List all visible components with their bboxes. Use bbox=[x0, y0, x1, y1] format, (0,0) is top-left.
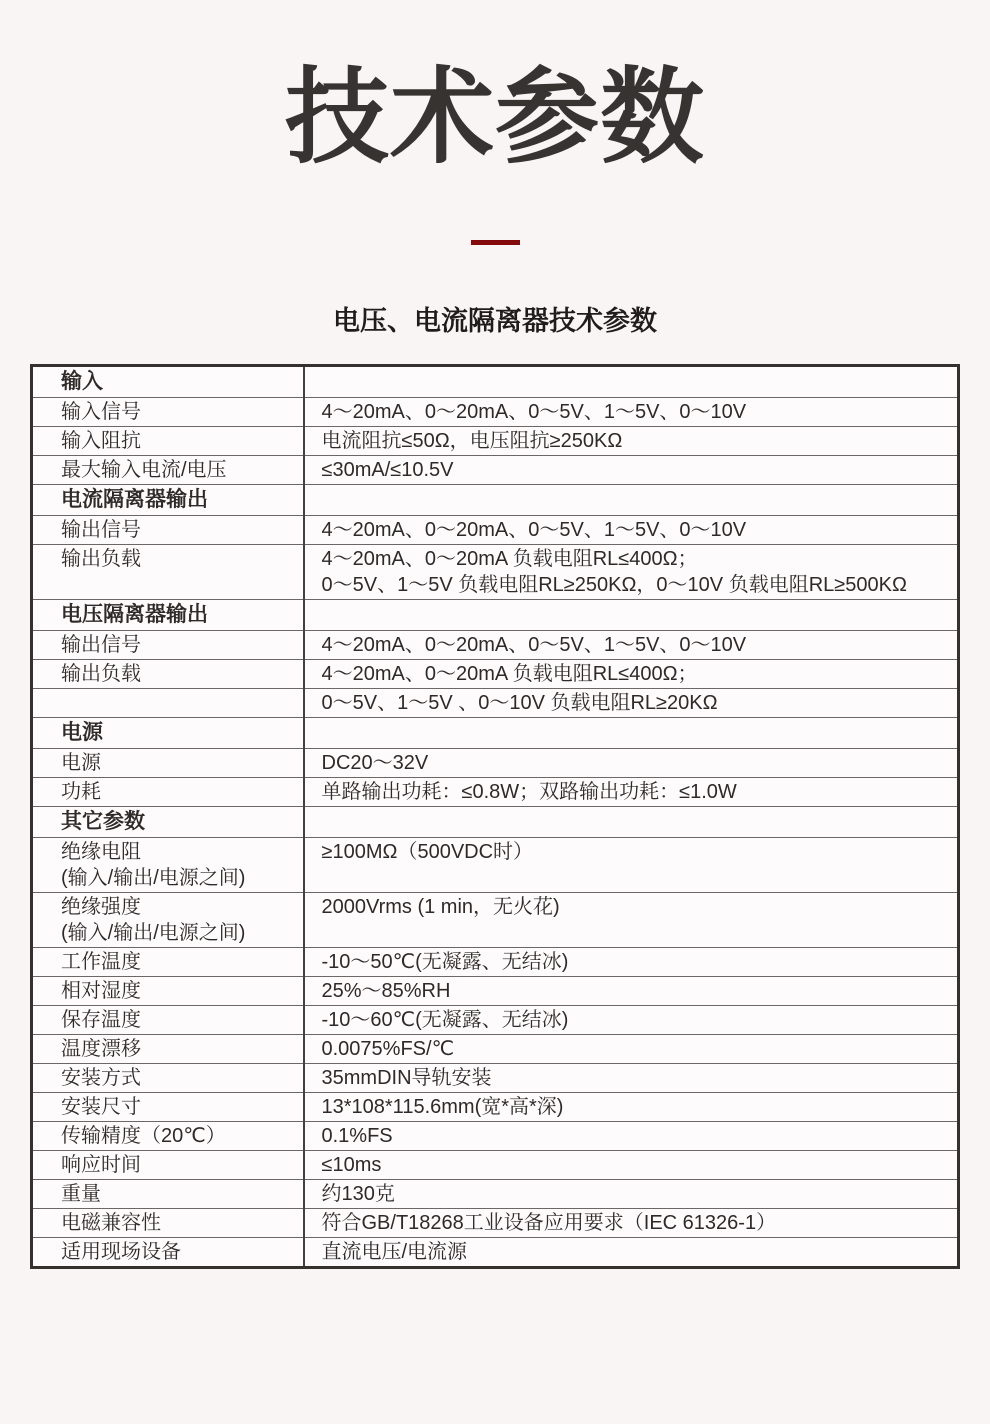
spec-label-cell bbox=[32, 749, 304, 778]
spec-label-cell bbox=[32, 838, 304, 893]
spec-value: 0～5V、1～5V 、0～10V 负载电阻RL≥20KΩ bbox=[321, 692, 718, 715]
table-row bbox=[32, 689, 959, 718]
spec-label: 输出信号 bbox=[61, 634, 141, 657]
spec-value: ≤30mA/≤10.5V bbox=[321, 459, 454, 482]
spec-value-cell bbox=[304, 1209, 959, 1238]
page-title: 技术参数 bbox=[284, 60, 705, 176]
spec-value: 4～20mA、0～20mA 负载电阻RL≤400Ω； bbox=[321, 663, 698, 686]
spec-value: ≤10ms bbox=[321, 1154, 382, 1177]
spec-label-cell bbox=[32, 1180, 304, 1209]
table-row bbox=[32, 1209, 959, 1238]
spec-label-cell bbox=[32, 1122, 304, 1151]
spec-label: 适用现场设备 bbox=[61, 1241, 181, 1264]
table-row bbox=[32, 838, 959, 893]
spec-label: 安装尺寸 bbox=[61, 1096, 141, 1119]
spec-label-cell bbox=[32, 1093, 304, 1122]
spec-label: 其它参数 bbox=[61, 810, 145, 834]
spec-value: 0.1%FS bbox=[321, 1125, 393, 1148]
spec-value-cell bbox=[304, 1122, 959, 1151]
table-row bbox=[32, 977, 959, 1006]
spec-label-cell bbox=[32, 366, 304, 398]
spec-value-cell bbox=[304, 631, 959, 660]
spec-value-cell bbox=[304, 1006, 959, 1035]
spec-value-cell bbox=[304, 1093, 959, 1122]
spec-label: 输出信号 bbox=[61, 519, 141, 542]
table-row bbox=[32, 1006, 959, 1035]
spec-value: 2000Vrms (1 min，无火花) bbox=[321, 896, 560, 919]
spec-label: 相对湿度 bbox=[61, 980, 141, 1003]
table-row bbox=[32, 427, 959, 456]
spec-value: 4～20mA、0～20mA 负载电阻RL≤400Ω； bbox=[321, 548, 698, 571]
page bbox=[0, 62, 990, 1424]
spec-value-cell bbox=[304, 1035, 959, 1064]
spec-value: 25%～85%RH bbox=[321, 980, 451, 1003]
spec-label-cell bbox=[32, 778, 304, 807]
spec-value-cell bbox=[304, 807, 959, 838]
table-row bbox=[32, 366, 959, 398]
spec-value: 直流电压/电流源 bbox=[321, 1241, 468, 1264]
spec-value-cell bbox=[304, 1238, 959, 1268]
spec-value-cell bbox=[304, 485, 959, 516]
table-row bbox=[32, 660, 959, 689]
spec-label-cell bbox=[32, 456, 304, 485]
table-row bbox=[32, 1238, 959, 1268]
spec-value-cell bbox=[304, 778, 959, 807]
table-row bbox=[32, 778, 959, 807]
table-row bbox=[32, 718, 959, 749]
spec-value: 35mmDIN导轨安装 bbox=[321, 1067, 492, 1090]
table-row bbox=[32, 1180, 959, 1209]
table-row bbox=[32, 1122, 959, 1151]
table-row bbox=[32, 600, 959, 631]
spec-value-cell bbox=[304, 718, 959, 749]
table-row bbox=[32, 398, 959, 427]
table-row bbox=[32, 516, 959, 545]
spec-label: 传输精度（20℃） bbox=[61, 1125, 226, 1148]
spec-value: 13*108*115.6mm(宽*高*深) bbox=[321, 1096, 564, 1119]
spec-label: 输出负载 bbox=[61, 548, 141, 571]
table-row bbox=[32, 807, 959, 838]
spec-value-cell bbox=[304, 1151, 959, 1180]
spec-value: 电流阻抗≤50Ω，电压阻抗≥250KΩ bbox=[321, 430, 623, 453]
spec-value-cell bbox=[304, 1180, 959, 1209]
spec-label: 绝缘电阻 bbox=[61, 841, 141, 864]
spec-label-cell bbox=[32, 660, 304, 689]
spec-value: 4～20mA、0～20mA、0～5V、1～5V、0～10V bbox=[321, 401, 747, 424]
spec-label: 重量 bbox=[61, 1183, 101, 1206]
spec-value: 4～20mA、0～20mA、0～5V、1～5V、0～10V bbox=[321, 634, 747, 657]
spec-label-cell bbox=[32, 1064, 304, 1093]
spec-label-cell bbox=[32, 718, 304, 749]
spec-value-cell bbox=[304, 838, 959, 893]
spec-label: 电流隔离器输出 bbox=[61, 488, 208, 512]
spec-value: ≥100MΩ（500VDC时） bbox=[321, 841, 534, 864]
spec-value-cell bbox=[304, 398, 959, 427]
spec-label: 响应时间 bbox=[61, 1154, 141, 1177]
spec-value-cell bbox=[304, 977, 959, 1006]
spec-label: 电压隔离器输出 bbox=[61, 603, 208, 627]
spec-label-cell bbox=[32, 1151, 304, 1180]
spec-label-cell bbox=[32, 516, 304, 545]
spec-label: 工作温度 bbox=[61, 951, 141, 974]
spec-value-line2: 0～5V、1～5V 负载电阻RL≥250KΩ，0～10V 负载电阻RL≥500KΩ bbox=[321, 574, 907, 597]
table-subtitle: 电压、电流隔离器技术参数 bbox=[333, 306, 657, 337]
spec-value: DC20～32V bbox=[321, 752, 429, 775]
spec-label-cell bbox=[32, 948, 304, 977]
table-row bbox=[32, 893, 959, 948]
spec-label-cell bbox=[32, 893, 304, 948]
spec-value-cell bbox=[304, 366, 959, 398]
spec-label-cell bbox=[32, 1238, 304, 1268]
spec-label: 温度漂移 bbox=[61, 1038, 141, 1061]
spec-label-cell bbox=[32, 807, 304, 838]
spec-label-note: (输入/输出/电源之间) bbox=[61, 922, 246, 945]
spec-value-cell bbox=[304, 749, 959, 778]
table-row bbox=[32, 545, 959, 600]
spec-label-cell bbox=[32, 600, 304, 631]
spec-label-cell bbox=[32, 485, 304, 516]
spec-label-cell bbox=[32, 689, 304, 718]
spec-table bbox=[30, 364, 960, 1269]
spec-value-cell bbox=[304, 689, 959, 718]
spec-label-cell bbox=[32, 545, 304, 600]
table-row bbox=[32, 631, 959, 660]
spec-value: 约130克 bbox=[321, 1183, 395, 1206]
spec-table-body bbox=[32, 366, 959, 1268]
spec-value: 0.0075%FS/℃ bbox=[321, 1038, 455, 1061]
spec-label-cell bbox=[32, 427, 304, 456]
spec-label: 电源 bbox=[61, 721, 103, 745]
spec-label-cell bbox=[32, 398, 304, 427]
table-row bbox=[32, 948, 959, 977]
table-row bbox=[32, 1151, 959, 1180]
spec-label: 输出负载 bbox=[61, 663, 141, 686]
spec-label-note: (输入/输出/电源之间) bbox=[61, 867, 246, 890]
spec-label: 安装方式 bbox=[61, 1067, 141, 1090]
spec-label: 最大输入电流/电压 bbox=[61, 459, 227, 482]
spec-value-cell bbox=[304, 427, 959, 456]
red-divider bbox=[471, 240, 520, 245]
spec-value: -10～50℃(无凝露、无结冰) bbox=[321, 951, 569, 974]
spec-label: 绝缘强度 bbox=[61, 896, 141, 919]
spec-value-cell bbox=[304, 893, 959, 948]
spec-label-cell bbox=[32, 1006, 304, 1035]
spec-value-cell bbox=[304, 948, 959, 977]
table-row bbox=[32, 485, 959, 516]
spec-label: 功耗 bbox=[61, 781, 101, 804]
spec-label: 保存温度 bbox=[61, 1009, 141, 1032]
spec-value: 4～20mA、0～20mA、0～5V、1～5V、0～10V bbox=[321, 519, 747, 542]
spec-value: 单路输出功耗：≤0.8W；双路输出功耗：≤1.0W bbox=[321, 781, 737, 804]
spec-value-cell bbox=[304, 456, 959, 485]
table-row bbox=[32, 749, 959, 778]
spec-label: 输入 bbox=[61, 370, 103, 394]
spec-label-cell bbox=[32, 977, 304, 1006]
spec-label-cell bbox=[32, 1035, 304, 1064]
spec-label: 电源 bbox=[61, 752, 101, 775]
spec-value-cell bbox=[304, 660, 959, 689]
spec-label-cell bbox=[32, 631, 304, 660]
table-row bbox=[32, 1035, 959, 1064]
spec-value: -10～60℃(无凝露、无结冰) bbox=[321, 1009, 569, 1032]
spec-label: 输入阻抗 bbox=[61, 430, 141, 453]
spec-value: 符合GB/T18268工业设备应用要求（IEC 61326-1） bbox=[321, 1212, 777, 1235]
table-row bbox=[32, 1093, 959, 1122]
spec-value-cell bbox=[304, 1064, 959, 1093]
spec-value-cell bbox=[304, 600, 959, 631]
table-row bbox=[32, 1064, 959, 1093]
spec-label-cell bbox=[32, 1209, 304, 1238]
spec-label: 电磁兼容性 bbox=[61, 1212, 161, 1235]
table-row bbox=[32, 456, 959, 485]
spec-value-cell bbox=[304, 545, 959, 600]
spec-label: 输入信号 bbox=[61, 401, 141, 424]
spec-value-cell bbox=[304, 516, 959, 545]
